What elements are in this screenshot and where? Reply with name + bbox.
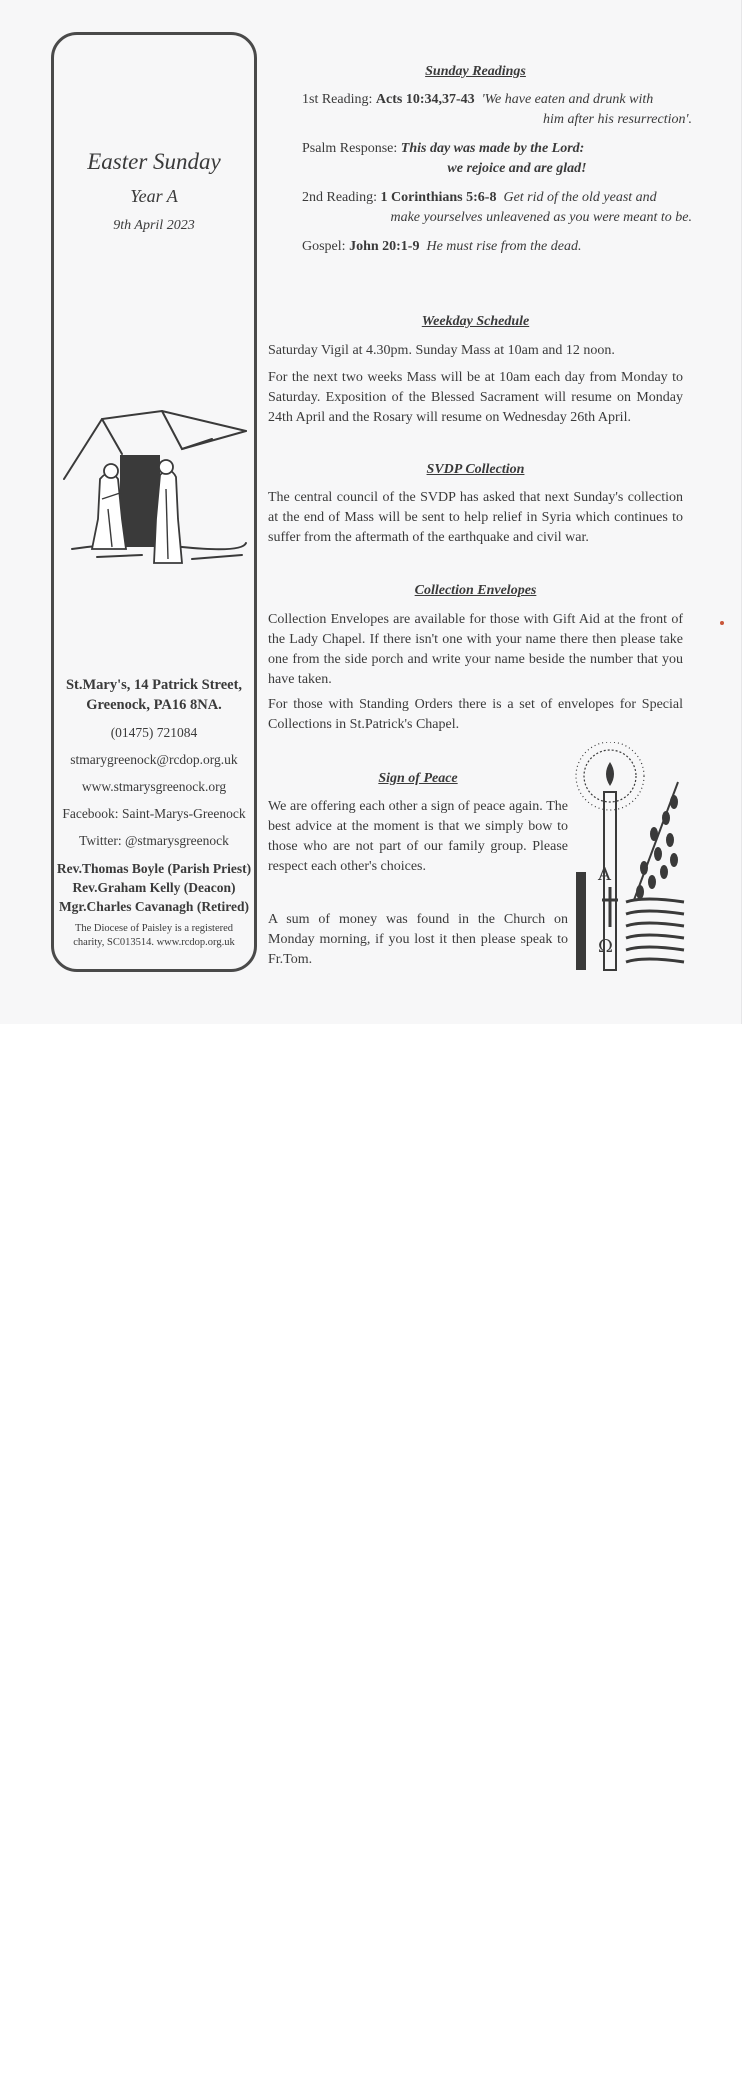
- reading-first: [302, 90, 692, 130]
- lost-money-notice: A sum of money was found in the Church on Monday morning, if you lost it then please speak to Fr.Tom.: [268, 912, 568, 967]
- page-title: Easter Sunday: [87, 149, 221, 174]
- sidebar-panel: [51, 32, 257, 972]
- paschal-candle-icon: [574, 742, 686, 972]
- section-heading-svdp: SVDP Collection: [426, 462, 525, 477]
- weekday-times: Saturday Vigil at 4.30pm. Sunday Mass at 10am and 12 noon.: [268, 343, 615, 358]
- reading-ref: Acts 10:34,37-43: [375, 92, 475, 107]
- liturgical-year: Year A: [130, 186, 178, 206]
- weekday-details: For the next two weeks Mass will be at 10am each day from Monday to Saturday. Exposition of the Blessed Sacrament will resume on Monday 24th April and the Rosary will resume on Wednesday 26th April.: [268, 370, 683, 425]
- reading-ref: John 20:1-9: [349, 239, 420, 254]
- svdp-text: The central council of the SVDP has asked that next Sunday's collection at the end of Mass will be sent to help relief in Syria which continues to suffer from the aftermath of the earthquake and civil war.: [268, 490, 683, 545]
- reading-quote-cont: him after his resurrection'.: [543, 112, 692, 127]
- clergy-list: [54, 859, 254, 916]
- bulletin-date: 9th April 2023: [113, 218, 195, 233]
- email-address: stmarygreenock@rcdop.org.uk: [70, 752, 238, 767]
- reading-ref: 1 Corinthians 5:6-8: [380, 190, 497, 205]
- reading-quote-cont: make yourselves unleavened as you were meant to be.: [390, 210, 692, 225]
- clergy-retired: Mgr.Charles Cavanagh (Retired): [58, 899, 250, 914]
- charity-notice: The Diocese of Paisley is a registered charity, SC013514. www.rcdop.org.uk: [73, 923, 235, 948]
- readings-list: [302, 90, 692, 266]
- empty-tomb-illustration: [62, 409, 250, 579]
- reading-label: 2nd Reading:: [302, 190, 381, 205]
- reading-label: Psalm Response:: [302, 141, 401, 156]
- address-line-2: Greenock, PA16 8NA.: [86, 697, 222, 713]
- reading-quote: Get rid of the old yeast and: [503, 190, 657, 205]
- reading-label: Gospel:: [302, 239, 350, 254]
- reading-second: [302, 188, 692, 228]
- newsletter-page: [0, 0, 742, 1024]
- section-heading-peace: Sign of Peace: [378, 771, 458, 786]
- peace-text: We are offering each other a sign of peace again. The best advice at the moment is that we simply bow to those who are not part of our family group. Please respect each other's choices.: [268, 799, 568, 874]
- section-heading-envelopes: Collection Envelopes: [414, 583, 537, 598]
- psalm-text-cont: we rejoice and are glad!: [447, 161, 587, 176]
- contact-block: [54, 675, 254, 950]
- section-heading-readings: Sunday Readings: [425, 64, 526, 79]
- clergy-deacon: Rev.Graham Kelly (Deacon): [72, 880, 236, 895]
- svg-text:A: A: [598, 864, 611, 885]
- address-line-1: St.Mary's, 14 Patrick Street,: [65, 677, 243, 693]
- reading-gospel: [302, 237, 692, 257]
- phone-number: (01475) 721084: [110, 725, 198, 740]
- reading-quote: 'We have eaten and drunk with: [481, 92, 654, 107]
- reading-quote: He must rise from the dead.: [426, 239, 582, 254]
- facebook-handle: Facebook: Saint-Marys-Greenock: [62, 806, 246, 821]
- reading-psalm: [302, 139, 692, 179]
- website-link: www.stmarysgreenock.org: [81, 779, 227, 794]
- twitter-handle: Twitter: @stmarysgreenock: [79, 833, 229, 848]
- stray-mark: [720, 621, 724, 625]
- reading-label: 1st Reading:: [302, 92, 376, 107]
- section-heading-weekday: Weekday Schedule: [421, 314, 530, 329]
- clergy-parish-priest: Rev.Thomas Boyle (Parish Priest): [56, 861, 252, 876]
- psalm-text: This day was made by the Lord:: [400, 141, 585, 156]
- envelopes-text: Collection Envelopes are available for those with Gift Aid at the front of the Lady Chapel. If there isn't one with your name there then please take one from the side porch and write your name beside the number that you have taken.: [268, 612, 683, 687]
- svg-text:Ω: Ω: [598, 936, 613, 957]
- standing-orders-text: For those with Standing Orders there is a set of envelopes for Special Collections in St.Patrick's Chapel.: [268, 697, 683, 732]
